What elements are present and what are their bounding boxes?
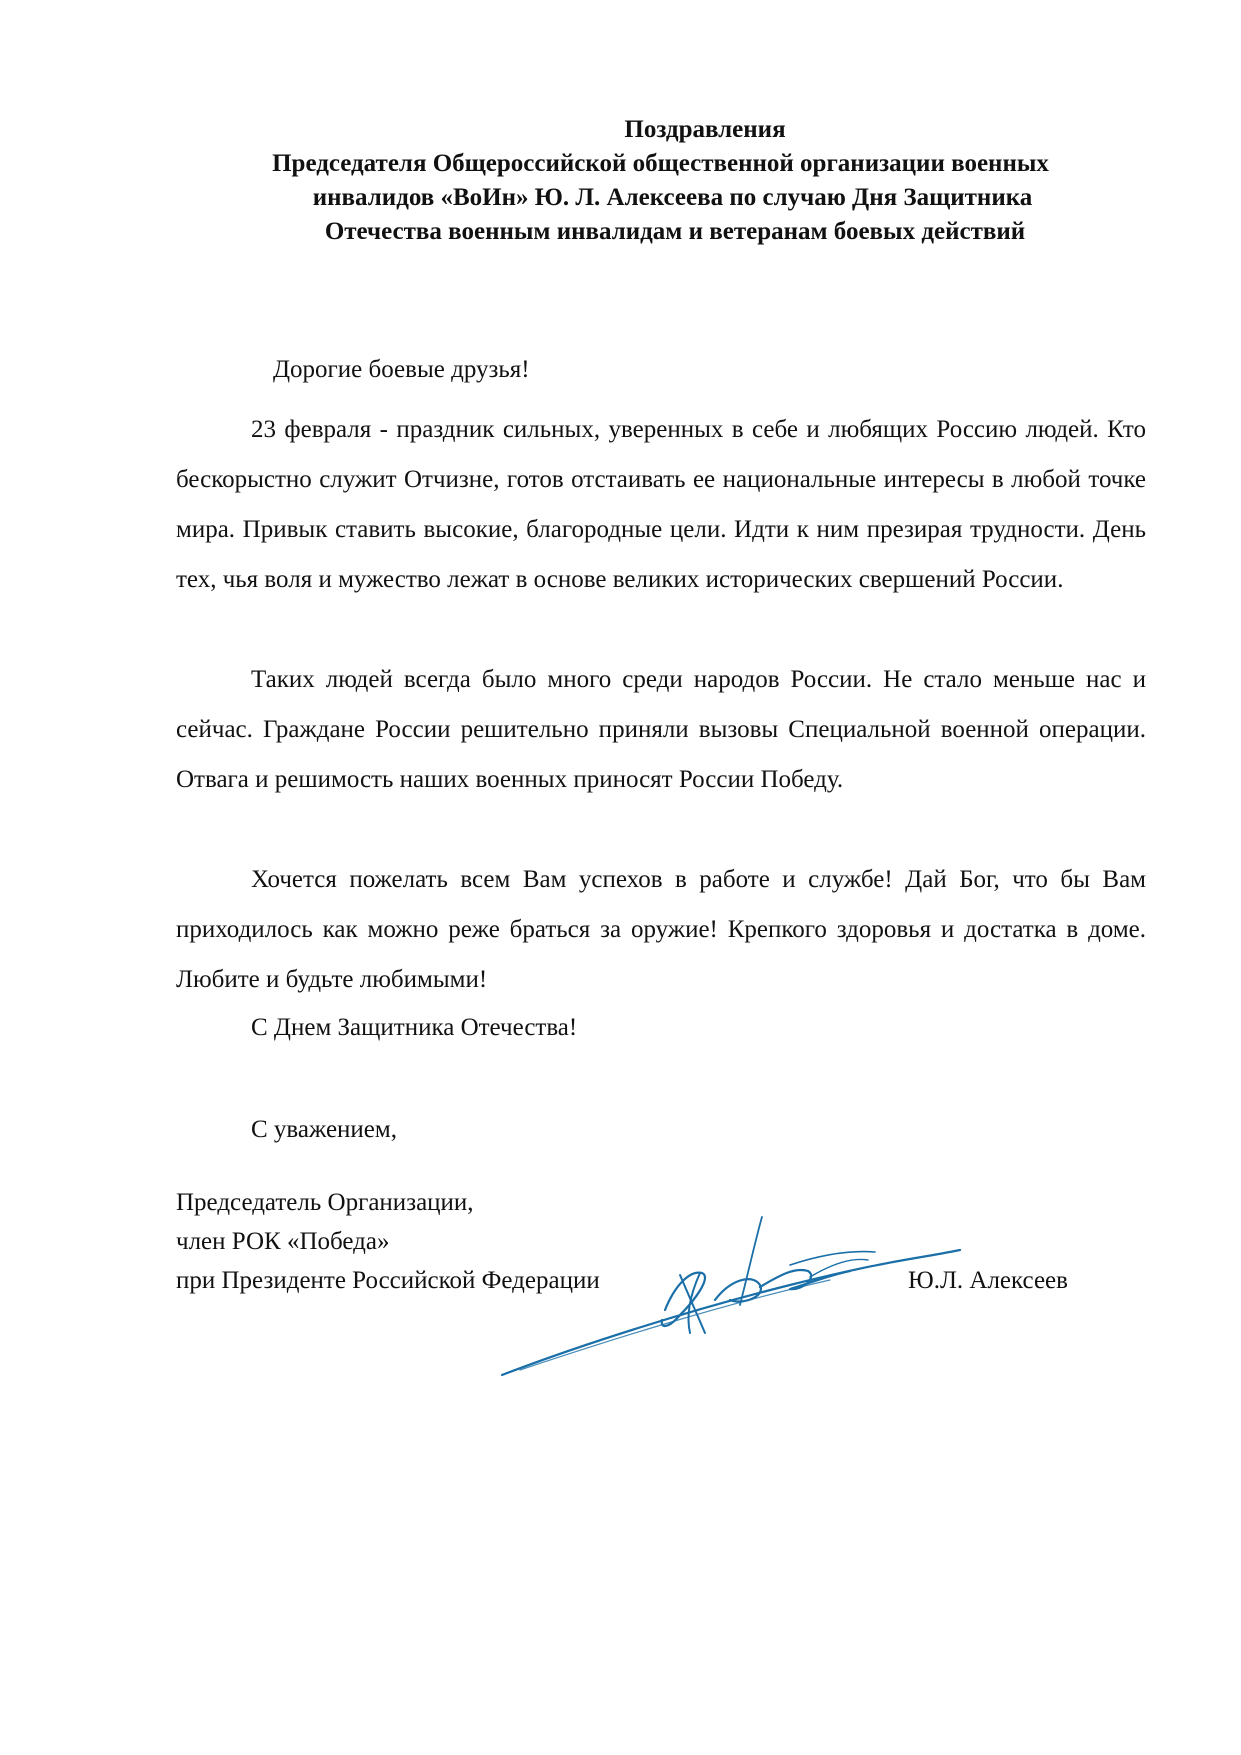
title-line-3: инвалидов «ВоИн» Ю. Л. Алексеева по случаю Дня Защитника — [312, 184, 1033, 211]
greeting: Дорогие боевые друзья! — [273, 356, 530, 383]
title-line-2: Председателя Общероссийской общественной организации военных — [272, 150, 1049, 177]
document-title — [160, 113, 1160, 249]
signer-position-line-2: член РОК «Победа» — [176, 1228, 390, 1255]
handwritten-signature — [490, 1205, 970, 1385]
title-line-4: Отечества военным инвалидам и ветеранам боевых действий — [324, 218, 1026, 245]
paragraph-3: Хочется пожелать всем Вам успехов в работе и службе! Дай Бог, что бы Вам приходилось как можно реже браться за оружие! Крепкого здоровья и достатка в доме. Любите и будьте любимыми! — [176, 866, 1146, 993]
closing-wish: С Днем Защитника Отечества! — [251, 1014, 578, 1041]
title-line-1: Поздравления — [624, 116, 786, 143]
regards: С уважением, — [251, 1116, 397, 1143]
paragraph-1: 23 февраля - праздник сильных, уверенных в себе и любящих Россию людей. Кто бескорыстно служит Отчизне, готов отстаивать ее национальные интересы в любой точке мира. Привык ставить высокие, благородные цели. Идти к ним презирая трудности. День тех, чья воля и мужество лежат в основе великих исторических свершений России. — [176, 416, 1146, 593]
signer-name: Ю.Л. Алексеев — [908, 1267, 1068, 1294]
signer-position-line-1: Председатель Организации, — [176, 1189, 474, 1216]
signer-position-line-3: при Президенте Российской Федерации — [176, 1267, 600, 1294]
paragraph-2: Таких людей всегда было много среди народов России. Не стало меньше нас и сейчас. Граждане России решительно приняли вызовы Специальной военной операции. Отвага и решимость наших военных приносят России Победу. — [176, 666, 1146, 793]
